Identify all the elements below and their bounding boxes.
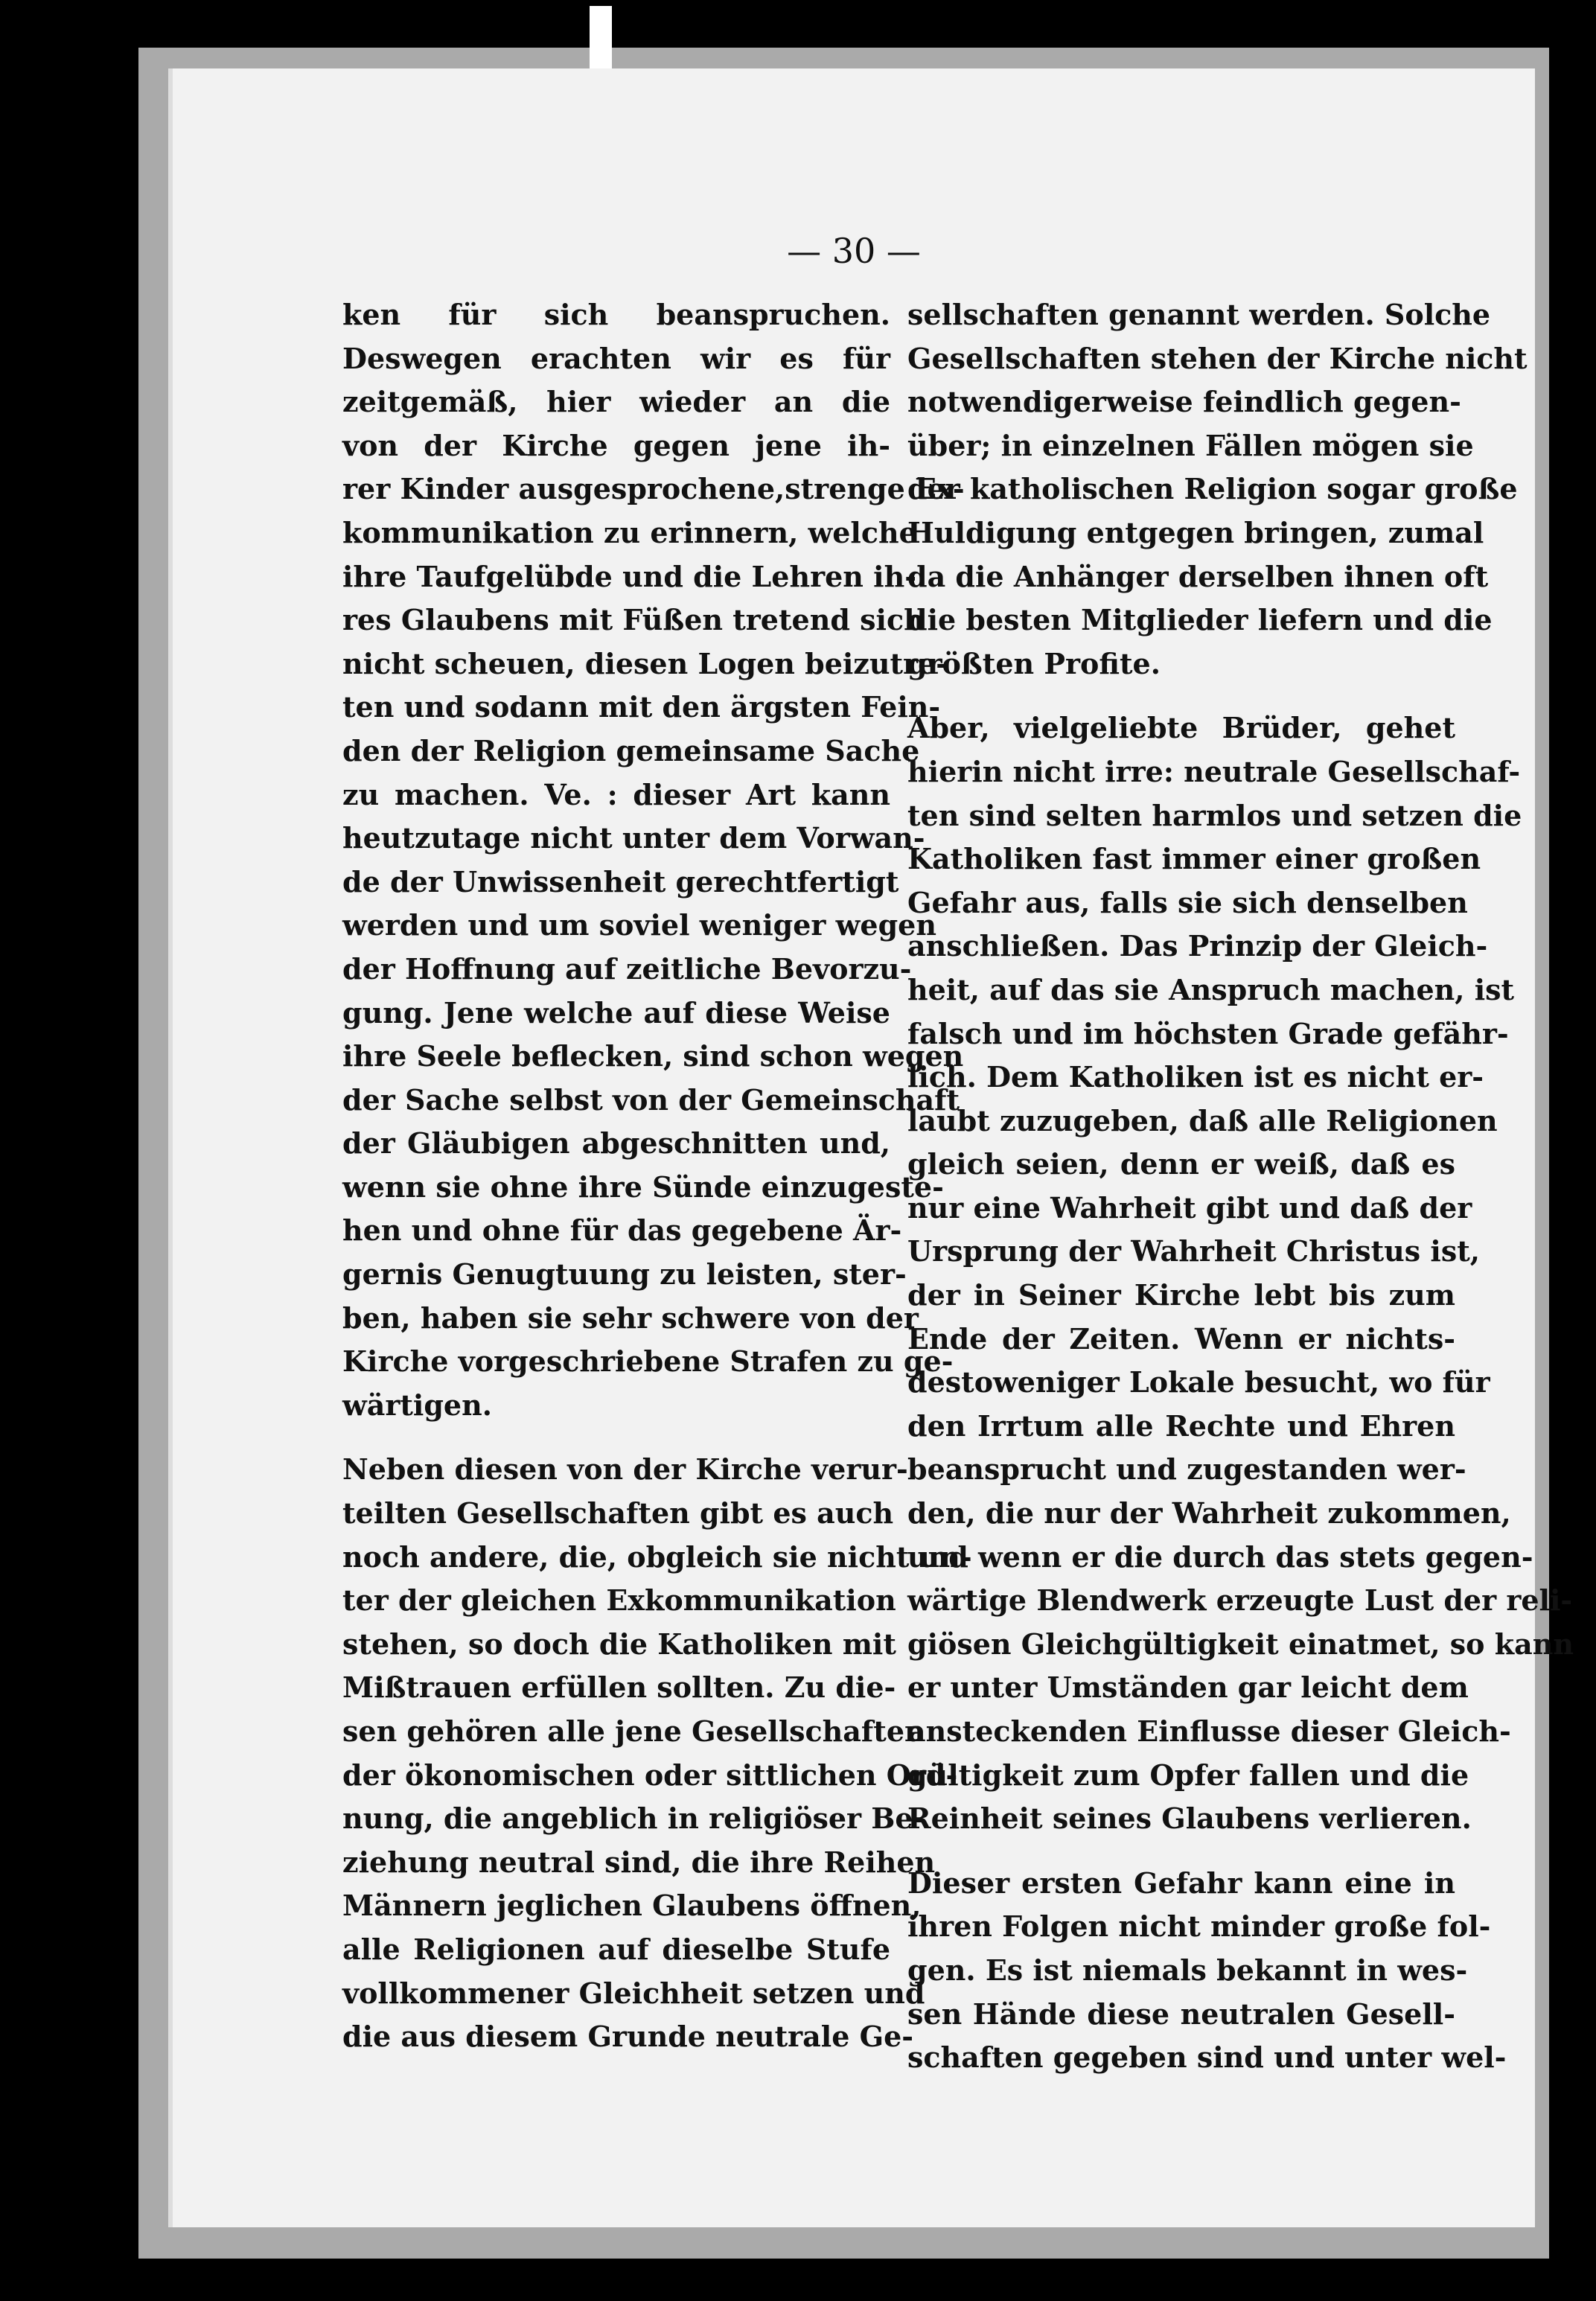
left-text-column	[342, 293, 972, 2059]
text-line: notwendigerweise feindlich gegen-	[907, 385, 1461, 419]
text-line: nung, die angeblich in religiöser Be-	[342, 1801, 925, 1836]
text-line: die aus diesem Grunde neutrale Ge-	[342, 2020, 914, 2054]
text-line: noch andere, die, obgleich sie nicht un-	[342, 1539, 972, 1574]
text-line: den der Religion gemeinsame Sache	[342, 733, 920, 767]
text-line: destoweniger Lokale besucht, wo für	[907, 1365, 1490, 1400]
text-line: den Irrtum alle Rechte und Ehren	[907, 1408, 1455, 1443]
text-line: ansteckenden Einflusse dieser Gleich-	[907, 1714, 1511, 1748]
text-line: der Gläubigen abgeschnitten und,	[342, 1126, 890, 1161]
text-line: vollkommener Gleichheit setzen und	[342, 1976, 925, 2010]
text-line: wärtige Blendwerk erzeugte Lust der reli-	[907, 1583, 1573, 1618]
text-line: lich. Dem Katholiken ist es nicht er-	[907, 1060, 1484, 1094]
text-line: Reinheit seines Glaubens verlieren.	[907, 1801, 1472, 1836]
text-line: Männern jeglichen Glaubens öffnen,	[342, 1889, 922, 1923]
text-line: anschließen. Das Prinzip der Gleich-	[907, 929, 1488, 963]
text-line: gültigkeit zum Opfer fallen und die	[907, 1758, 1469, 1792]
paragraph-gap	[907, 1841, 1455, 1862]
text-line: beansprucht und zugestanden wer-	[907, 1452, 1466, 1487]
text-line: heit, auf das sie Anspruch machen, ist	[907, 972, 1515, 1006]
text-line: Dieser ersten Gefahr kann eine in	[907, 1866, 1455, 1900]
text-line: alle Religionen auf dieselbe Stufe	[342, 1932, 890, 1966]
paragraph-gap	[342, 1427, 890, 1448]
text-line: wärtigen.	[342, 1388, 492, 1422]
text-line: ben, haben sie sehr schwere von der	[342, 1301, 919, 1335]
text-line: hen und ohne für das gegebene Är-	[342, 1213, 902, 1248]
text-line: stehen, so doch die Katholiken mit	[342, 1627, 896, 1661]
text-line: kommunikation zu erinnern, welche	[342, 515, 917, 549]
text-line: sellschaften genannt werden. Solche	[907, 298, 1491, 331]
text-line: falsch und im höchsten Grade gefähr-	[907, 1016, 1509, 1050]
text-line: Mißtrauen erfüllen sollten. Zu die-	[342, 1670, 896, 1705]
text-line: Neben diesen von der Kirche verur-	[342, 1452, 908, 1487]
text-line: der Hoffnung auf zeitliche Bevorzu-	[342, 951, 912, 986]
text-line: sen Hände diese neutralen Gesell-	[907, 1997, 1455, 2031]
text-line: Aber, vielgeliebte Brüder, gehet	[907, 711, 1455, 745]
text-line: zeitgemäß, hier wieder an die	[342, 385, 890, 419]
book-page	[168, 68, 1574, 2227]
text-line: er unter Umständen gar leicht dem	[907, 1670, 1469, 1705]
text-line: gung. Jene welche auf diese Weise	[342, 995, 890, 1030]
text-line: sen gehören alle jene Gesellschaften	[342, 1714, 925, 1748]
text-line: Kirche vorgeschriebene Strafen zu ge-	[342, 1344, 954, 1379]
text-line: hierin nicht irre: neutrale Gesellschaf-	[907, 754, 1521, 788]
text-line: Katholiken fast immer einer großen	[907, 842, 1481, 876]
text-line: Gefahr aus, falls sie sich denselben	[907, 885, 1468, 919]
text-line: über; in einzelnen Fällen mögen sie	[907, 428, 1474, 462]
text-line: ziehung neutral sind, die ihre Reihen	[342, 1845, 936, 1879]
text-line: da die Anhänger derselben ihnen oft	[907, 559, 1489, 593]
text-line: der ökonomischen oder sittlichen Ord-	[342, 1758, 958, 1792]
text-line: res Glaubens mit Füßen tretend sich	[342, 603, 925, 637]
text-line: heutzutage nicht unter dem Vorwan-	[342, 821, 925, 855]
text-line: Ende der Zeiten. Wenn er nichts-	[907, 1321, 1455, 1356]
text-line: Gesellschaften stehen der Kirche nicht	[907, 341, 1528, 375]
text-line: ten und sodann mit den ärgsten Fein-	[342, 690, 941, 724]
text-line: rer Kinder ausgesprochene,strenge Ex-	[342, 472, 965, 506]
text-line: zu machen. Ve. : dieser Art kann	[342, 777, 890, 811]
text-line: die besten Mitglieder liefern und die	[907, 603, 1493, 637]
text-line: der katholischen Religion sogar große	[907, 472, 1518, 506]
page-number: — 30 —	[787, 231, 921, 271]
text-line: und wenn er die durch das stets gegen-	[907, 1539, 1533, 1574]
text-line: Deswegen erachten wir es für	[342, 341, 890, 375]
text-line: gernis Genugtuung zu leisten, ster-	[342, 1257, 907, 1292]
text-line: gen. Es ist niemals bekannt in wes-	[907, 1953, 1468, 1987]
text-line: größten Profite.	[907, 646, 1161, 680]
text-line: den, die nur der Wahrheit zukommen,	[907, 1496, 1511, 1531]
text-line: nur eine Wahrheit gibt und daß der	[907, 1190, 1472, 1225]
text-line: ter der gleichen Exkommunikation	[342, 1583, 896, 1618]
text-line: Ursprung der Wahrheit Christus ist,	[907, 1234, 1480, 1268]
text-line: der Sache selbst von der Gemeinschaft	[342, 1082, 960, 1117]
text-line: nicht scheuen, diesen Logen beizutre-	[342, 646, 948, 680]
text-line: giösen Gleichgültigkeit einatmet, so kann	[907, 1627, 1574, 1661]
paper-fleck	[590, 6, 612, 73]
text-line: wenn sie ohne ihre Sünde einzugeste-	[342, 1169, 944, 1204]
text-line: laubt zuzugeben, daß alle Religionen	[907, 1103, 1498, 1137]
text-line: schaften gegeben sind und unter wel-	[907, 2040, 1507, 2075]
text-line: Huldigung entgegen bringen, zumal	[907, 515, 1484, 549]
text-line: ken für sich beanspruchen.	[342, 298, 890, 331]
text-line: werden und um soviel weniger wegen	[342, 908, 936, 942]
text-line: de der Unwissenheit gerechtfertigt	[342, 864, 899, 899]
paragraph-gap	[907, 686, 1455, 706]
text-line: ihre Seele beflecken, sind schon wegen	[342, 1039, 964, 1073]
text-line: von der Kirche gegen jene ih-	[342, 428, 890, 462]
text-line: teilten Gesellschaften gibt es auch	[342, 1496, 894, 1531]
text-line: ten sind selten harmlos und setzen die	[907, 798, 1522, 832]
right-text-column	[907, 293, 1574, 2080]
text-line: ihren Folgen nicht minder große fol-	[907, 1909, 1491, 1944]
text-line: der in Seiner Kirche lebt bis zum	[907, 1278, 1455, 1312]
text-line: gleich seien, denn er weiß, daß es	[907, 1147, 1455, 1181]
text-line: ihre Taufgelübde und die Lehren ih-	[342, 559, 916, 593]
